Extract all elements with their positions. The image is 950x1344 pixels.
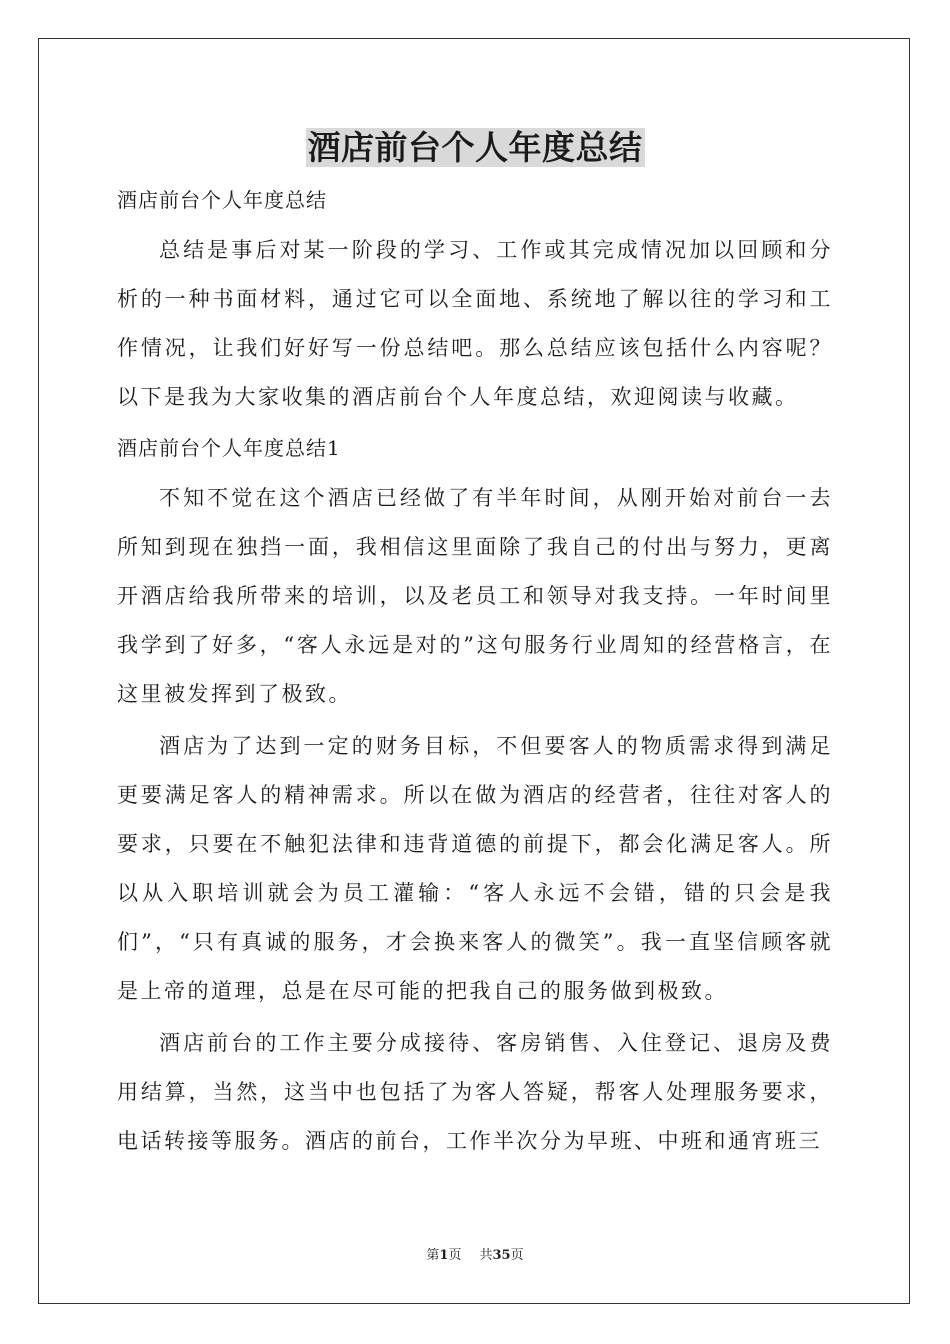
page-number: 1 [439, 1248, 449, 1263]
document-body [117, 180, 833, 1166]
document-title [0, 124, 950, 172]
total-pages: 35 [492, 1248, 511, 1263]
body-paragraph-1: 不知不觉在这个酒店已经做了有半年时间，从刚开始对前台一去所知到现在独挡一面，我相信这里面除了我自己的付出与努力，更离开酒店给我所带来的培训，以及老员工和领导对我支持。一年时间里我学到了好多，“客人永远是对的”这句服务行业周知的经营格言，在这里被发挥到了极致。 [117, 486, 833, 706]
body-paragraph-2: 酒店为了达到一定的财务目标，不但要客人的物质需求得到满足更要满足客人的精神需求。所以在做为酒店的经营者，往往对客人的要求，只要在不触犯法律和违背道德的前提下，都会化满足客人。所以从入职培训就会为员工灌输：“客人永远不会错，错的只会是我们”，“只有真诚的服务，才会换来客人的微笑”。我一直坚信顾客就是上帝的道理，总是在尽可能的把我自己的服务做到极致。 [117, 734, 833, 1003]
document-title-text: 酒店前台个人年度总结 [307, 128, 643, 167]
body-paragraph-3: 酒店前台的工作主要分成接待、客房销售、入住登记、退房及费用结算，当然，这当中也包括了为客人答疑，帮客人处理服务要求，电话转接等服务。酒店的前台，工作半次分为早班、中班和通宵班三 [117, 1031, 833, 1153]
document-subtitle: 酒店前台个人年度总结 [117, 188, 327, 212]
total-suffix: 页 [510, 1248, 524, 1263]
page-footer [0, 1247, 950, 1265]
total-prefix: 共 [479, 1248, 493, 1263]
page-suffix: 页 [448, 1248, 462, 1263]
section-heading: 酒店前台个人年度总结1 [117, 436, 341, 460]
intro-paragraph: 总结是事后对某一阶段的学习、工作或其完成情况加以回顾和分析的一种书面材料，通过它可以全面地、系统地了解以往的学习和工作情况，让我们好好写一份总结吧。那么总结应该包括什么内容呢？以下是我为大家收集的酒店前台个人年度总结，欢迎阅读与收藏。 [117, 238, 833, 409]
page-prefix: 第 [426, 1248, 440, 1263]
